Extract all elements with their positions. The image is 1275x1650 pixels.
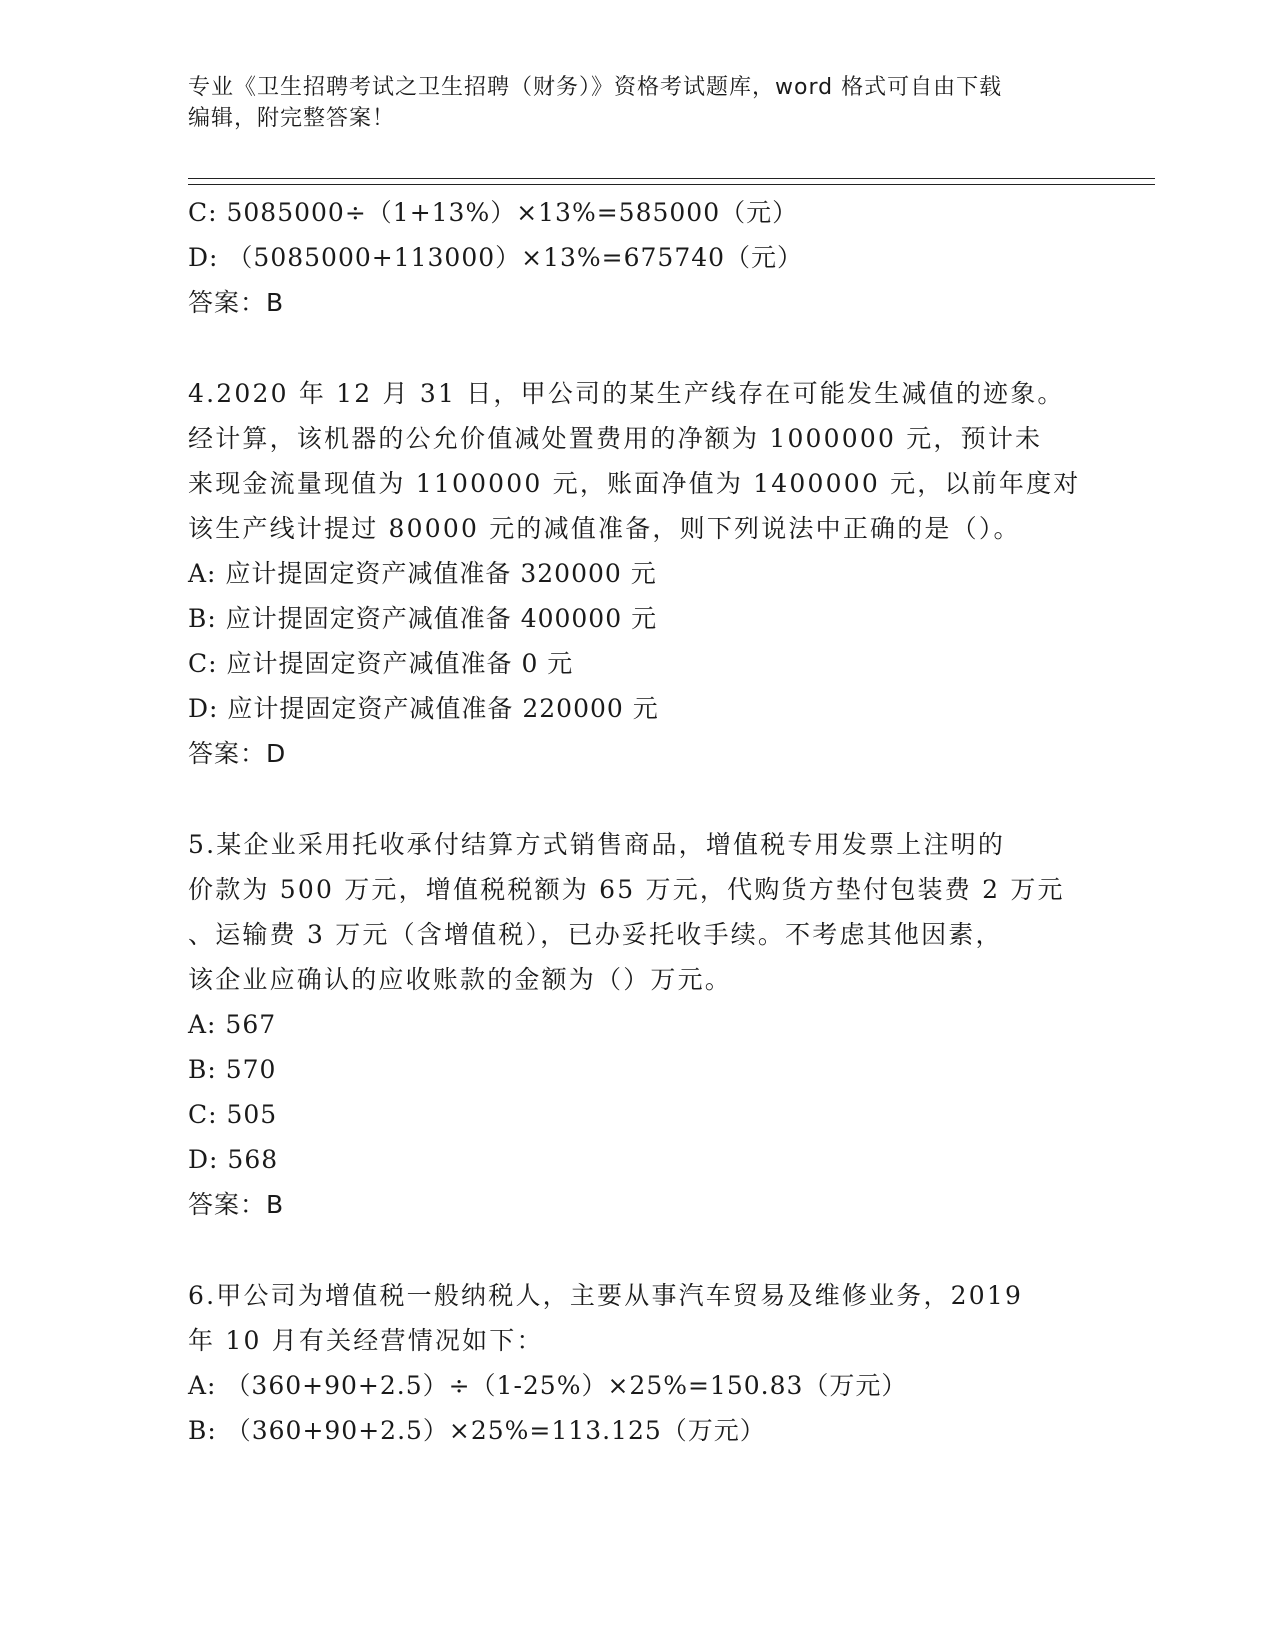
option-c: C: 505 <box>188 1100 278 1129</box>
question-text-line: 价款为 500 万元，增值税税额为 65 万元，代购货方垫付包装费 2 万元 <box>188 875 1065 904</box>
question-text-line: 4.2020 年 12 月 31 日，甲公司的某生产线存在可能发生减值的迹象。 <box>188 379 1065 408</box>
option-a: A: 应计提固定资产减值准备 320000 元 <box>188 559 657 588</box>
option-d: D: 568 <box>188 1145 279 1174</box>
header-divider-top <box>188 178 1155 179</box>
spacer <box>188 776 1088 822</box>
answer: 答案：D <box>188 739 287 768</box>
option-b: B: （360+90+2.5）×25%=113.125（万元） <box>188 1416 766 1445</box>
question-text-line: 、运输费 3 万元（含增值税），已办妥托收手续。不考虑其他因素， <box>188 920 1003 949</box>
document-body <box>188 190 1088 1453</box>
question-5 <box>188 822 1088 1002</box>
question-text-line: 年 10 月有关经营情况如下： <box>188 1326 544 1355</box>
option-d: D: （5085000+113000）×13%=675740（元） <box>188 243 804 272</box>
option-b: B: 570 <box>188 1055 277 1084</box>
header-line-1: 专业《卫生招聘考试之卫生招聘（财务）》资格考试题库，word 格式可自由下载 <box>188 75 1003 100</box>
question-4 <box>188 371 1088 551</box>
question-text-line: 5.某企业采用托收承付结算方式销售商品，增值税专用发票上注明的 <box>188 830 1006 859</box>
option-c: C: 5085000÷（1+13%）×13%=585000（元） <box>188 198 799 227</box>
page-header <box>188 72 1068 134</box>
spacer <box>188 325 1088 371</box>
question-text-line: 该生产线计提过 80000 元的减值准备，则下列说法中正确的是（）。 <box>188 514 1021 543</box>
spacer <box>188 1227 1088 1273</box>
header-line-2: 编辑，附完整答案！ <box>188 106 396 131</box>
question-6 <box>188 1273 1088 1363</box>
question-text-line: 该企业应确认的应收账款的金额为（）万元。 <box>188 965 733 994</box>
question-text-line: 经计算，该机器的公允价值减处置费用的净额为 1000000 元，预计未 <box>188 424 1043 453</box>
option-b: B: 应计提固定资产减值准备 400000 元 <box>188 604 658 633</box>
answer: 答案：B <box>188 1190 285 1219</box>
question-text-line: 6.甲公司为增值税一般纳税人，主要从事汽车贸易及维修业务，2019 <box>188 1281 1024 1310</box>
option-a: A: 567 <box>188 1010 277 1039</box>
previous-question-tail <box>188 190 1088 325</box>
option-d: D: 应计提固定资产减值准备 220000 元 <box>188 694 659 723</box>
answer: 答案：B <box>188 288 285 317</box>
option-a: A: （360+90+2.5）÷（1-25%）×25%=150.83（万元） <box>188 1371 908 1400</box>
option-c: C: 应计提固定资产减值准备 0 元 <box>188 649 574 678</box>
header-divider-bottom <box>188 184 1155 185</box>
question-text-line: 来现金流量现值为 1100000 元，账面净值为 1400000 元，以前年度对 <box>188 469 1081 498</box>
